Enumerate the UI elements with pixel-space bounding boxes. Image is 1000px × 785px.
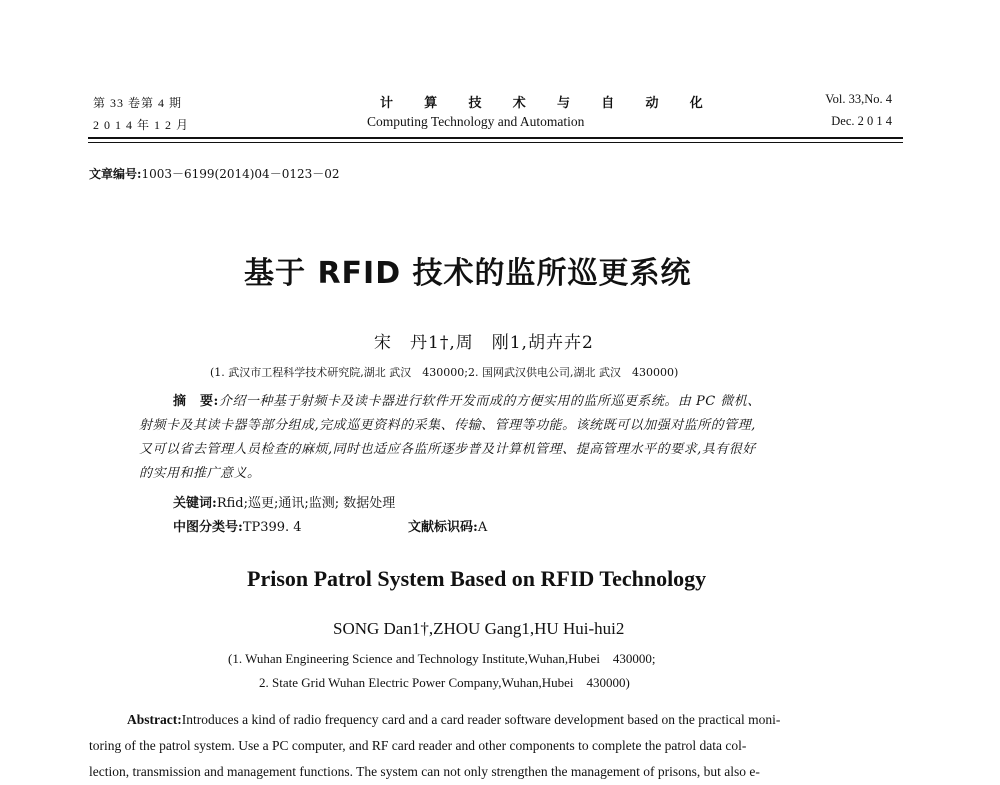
document-code-label: 文献标识码:: [408, 520, 478, 535]
abstract-en-line: Abstract:Introduces a kind of radio frequency card and a card reader software development based on the practical moni-: [127, 712, 781, 727]
keywords-cn-label: 关键词:: [173, 496, 217, 511]
volume-cn: 第 33 卷第 4 期: [93, 96, 183, 110]
clc-label: 中图分类号:: [173, 520, 243, 535]
affiliation-en-line-1: (1. Wuhan Engineering Science and Technology Institute,Wuhan,Hubei 430000;: [228, 651, 656, 666]
document-code-value: A: [477, 520, 488, 535]
abstract-cn-line: 的实用和推广意义。: [139, 466, 261, 481]
keywords-cn-value: Rfid;巡更;通讯;监测; 数据处理: [216, 496, 396, 511]
abstract-en-line: lection, transmission and management functions. The system can not only strengthen the management of prisons, but also e-: [89, 764, 760, 779]
abstract-en-label: Abstract:: [127, 712, 182, 727]
header-rule-thin: [88, 142, 903, 143]
abstract-en: [89, 707, 903, 785]
abstract-cn-label: 摘 要:: [173, 394, 219, 409]
journal-title-cn: 计 算 技 术 与 自 动 化: [380, 95, 717, 110]
clc-number: [173, 516, 302, 535]
date-cn: 2 0 1 4 年 1 2 月: [93, 118, 190, 132]
clc-value: TP399. 4: [242, 520, 302, 535]
document-code: [408, 516, 487, 535]
affiliation-en-line-2: 2. State Grid Wuhan Electric Power Company,Wuhan,Hubei 430000): [259, 675, 630, 690]
paper-title-cn: 基于 RFID 技术的监所巡更系统: [244, 256, 692, 291]
article-number-value: 1003－6199(2014)04－0123－02: [141, 167, 340, 181]
article-number: [89, 165, 340, 182]
affiliation-cn: (1. 武汉市工程科学技术研究院,湖北 武汉 430000;2. 国网武汉供电公司,湖北 武汉 430000): [210, 366, 679, 379]
authors-en: SONG Dan1†,ZHOU Gang1,HU Hui-hui2: [333, 619, 625, 638]
paper-title-en: Prison Patrol System Based on RFID Technology: [247, 566, 707, 591]
volume-en: Vol. 33,No. 4: [825, 92, 892, 106]
abstract-cn-line: 又可以省去管理人员检查的麻烦,同时也适应各监所逐步普及计算机管理、提高管理水平的要求,具有很好: [139, 442, 756, 457]
abstract-cn: [139, 390, 867, 486]
article-number-label: 文章编号:: [89, 167, 142, 181]
date-en: Dec. 2 0 1 4: [831, 114, 892, 128]
journal-title-en: Computing Technology and Automation: [367, 114, 585, 129]
header-rule-thick: [88, 137, 903, 139]
keywords-cn: [173, 492, 395, 511]
abstract-cn-line: 射频卡及其读卡器等部分组成,完成巡更资料的采集、传输、管理等功能。该统既可以加强对监所的管理,: [139, 418, 756, 433]
abstract-en-line: toring of the patrol system. Use a PC computer, and RF card reader and other components to complete the patrol data col-: [89, 738, 747, 753]
authors-cn: 宋 丹1†,周 刚1,胡卉卉2: [374, 333, 594, 353]
abstract-cn-line: 摘 要:介绍一种基于射频卡及读卡器进行软件开发而成的方便实用的监所巡更系统。由 PC 微机、: [173, 394, 761, 409]
